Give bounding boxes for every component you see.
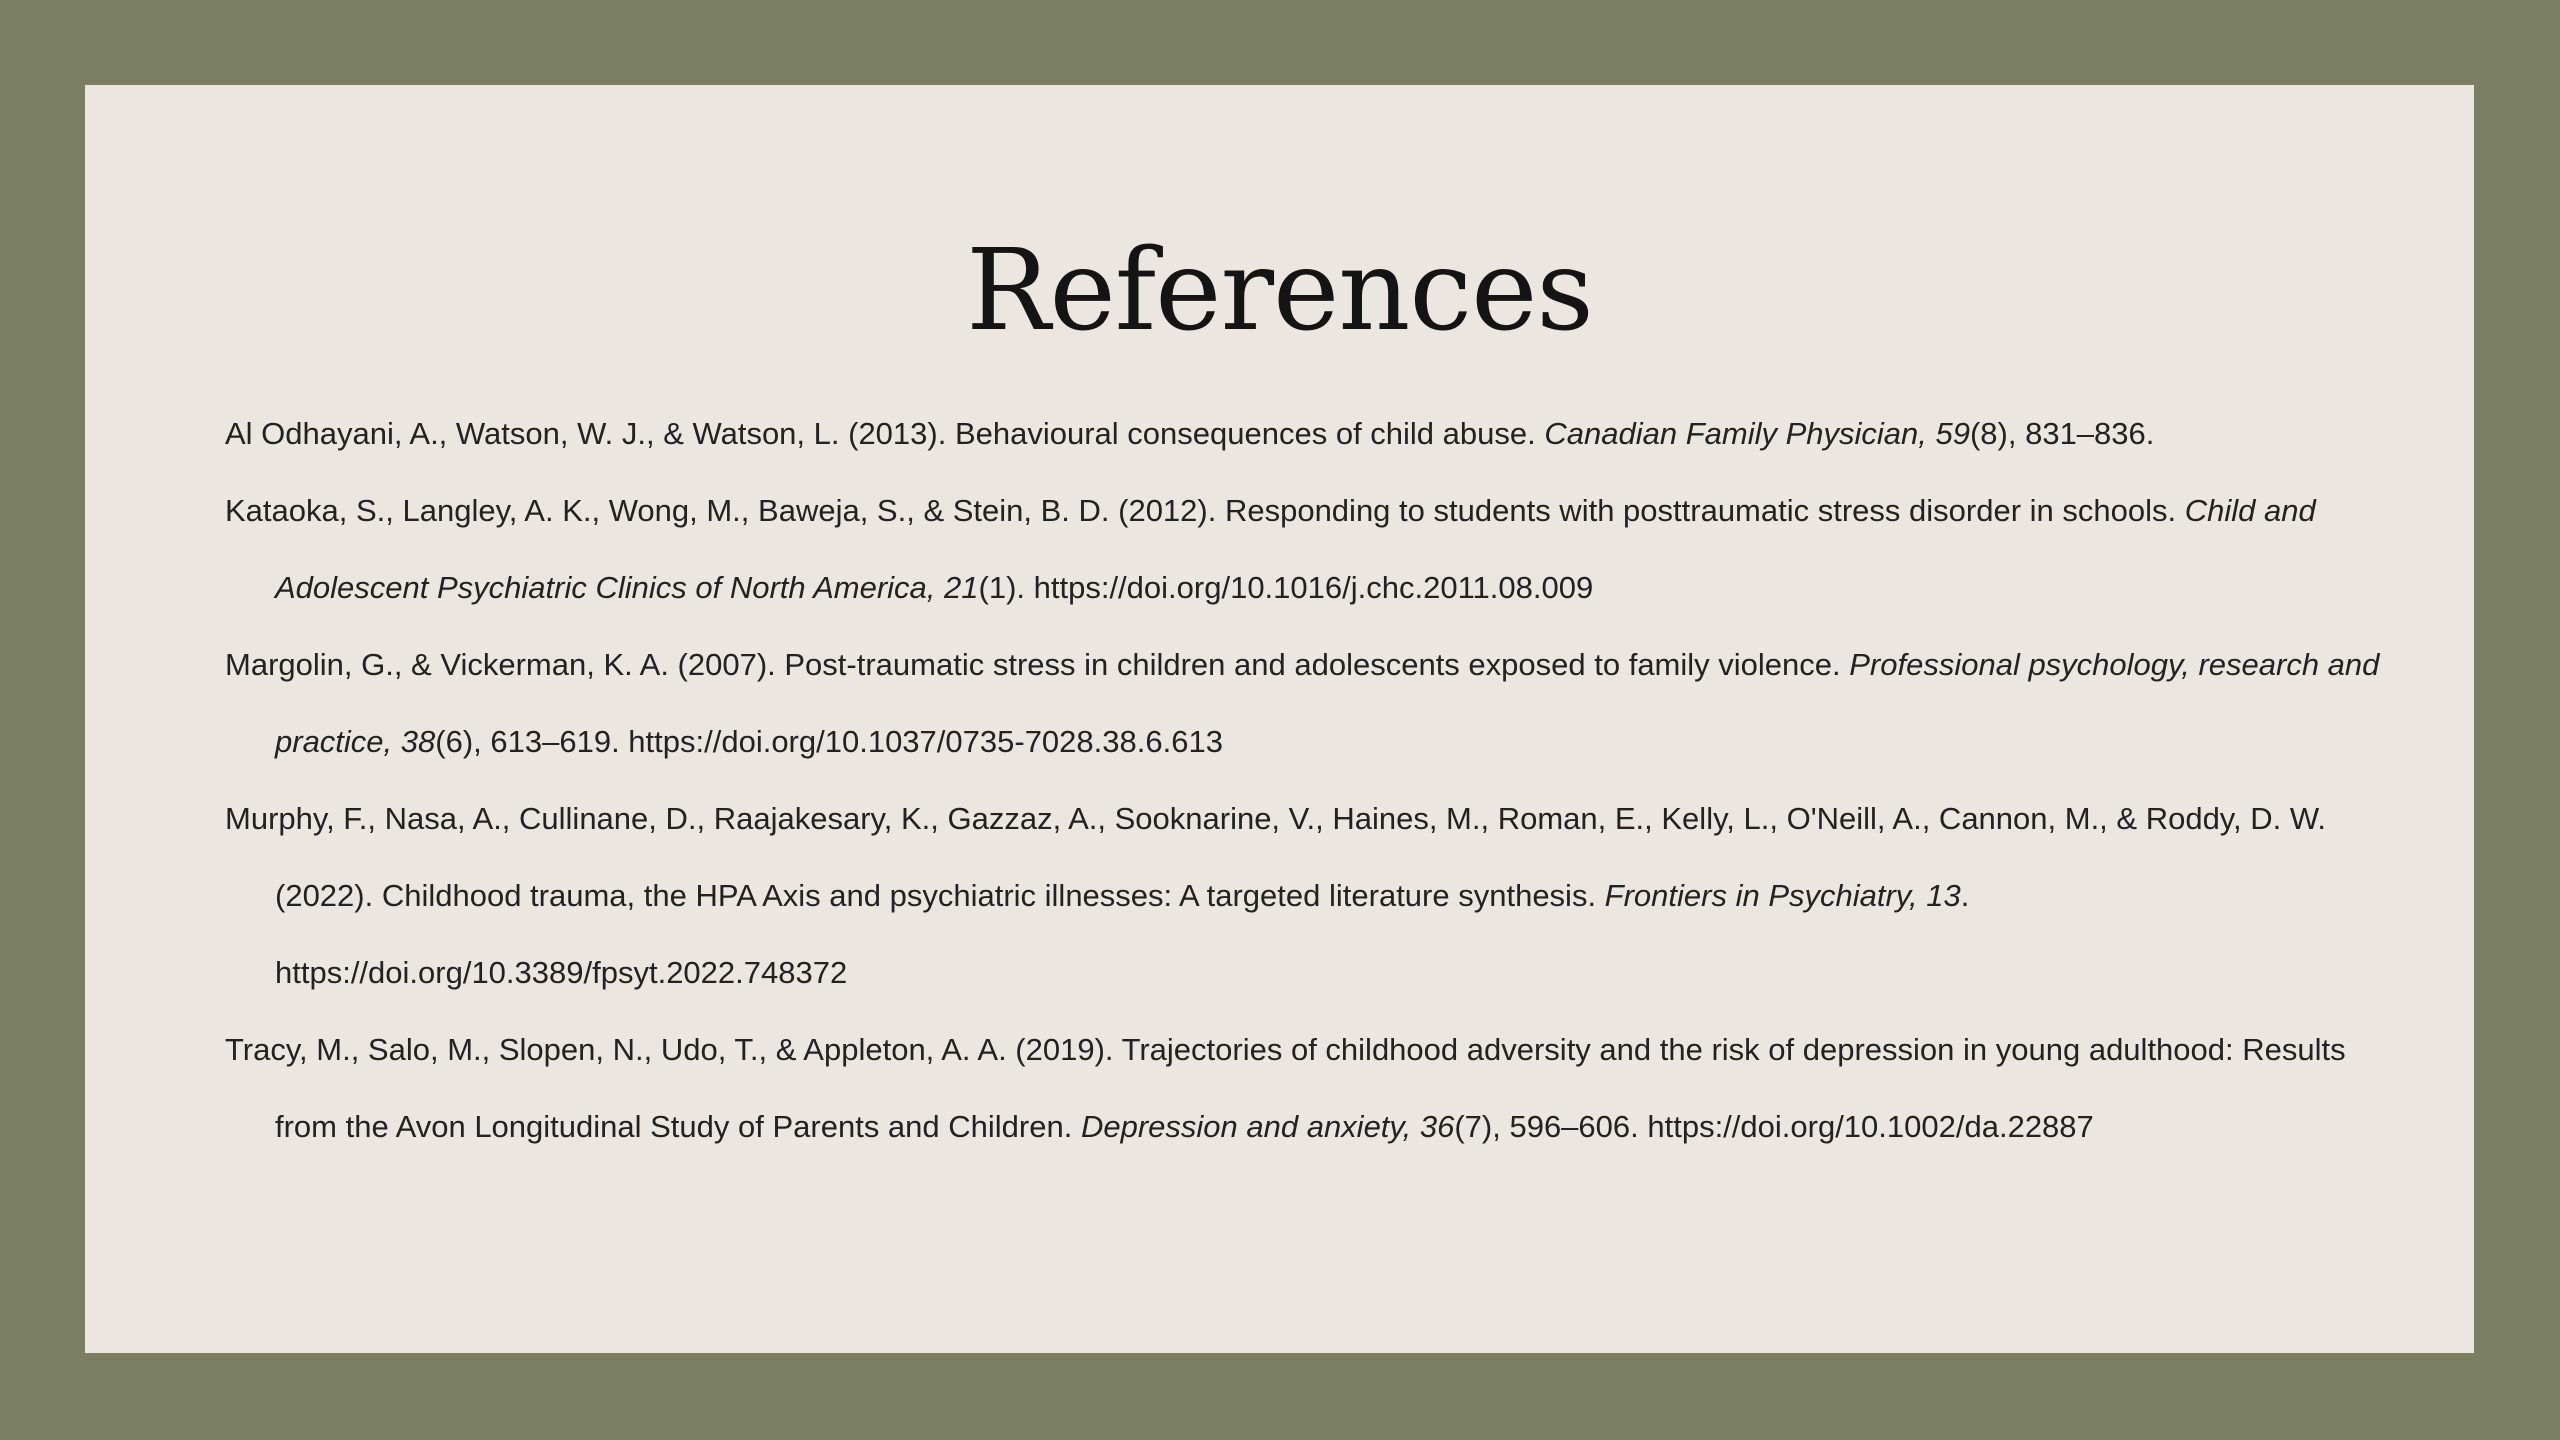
slide-title: References bbox=[966, 226, 1593, 356]
reference-details: (7), 596–606. https://doi.org/10.1002/da.22887 bbox=[1454, 1109, 2094, 1144]
slide-card bbox=[85, 85, 2474, 1353]
reference-authors-title: Al Odhayani, A., Watson, W. J., & Watson, L. (2013). Behavioural consequences of child abuse. bbox=[225, 416, 1545, 451]
reference-authors-title: Murphy, F., Nasa, A., Cullinane, D., Raajakesary, K., Gazzaz, A., Sooknarine, V., Haines, M., Roman, E., Kelly, L., O'Neill, A., Cannon, M., & Roddy, D. W. (2022). Childhood trauma, the HPA Axis and psychiatric illnesses: A targeted literature synthesis. bbox=[225, 801, 2327, 913]
reference-journal: Frontiers in Psychiatry, 13 bbox=[1604, 878, 1961, 913]
reference-authors-title: Margolin, G., & Vickerman, K. A. (2007). Post-traumatic stress in children and adolescents exposed to family violence. bbox=[225, 647, 1850, 682]
reference-entry bbox=[225, 472, 2405, 626]
reference-entry bbox=[225, 1011, 2405, 1165]
reference-list bbox=[225, 395, 2405, 1165]
reference-details: (1). https://doi.org/10.1016/j.chc.2011.08.009 bbox=[978, 570, 1594, 605]
reference-entry bbox=[225, 626, 2405, 780]
reference-journal: Professional psychology, research and practice, 38 bbox=[275, 647, 2380, 759]
reference-journal: Child and Adolescent Psychiatric Clinics of North America, 21 bbox=[275, 493, 2316, 605]
reference-details: (6), 613–619. https://doi.org/10.1037/0735-7028.38.6.613 bbox=[435, 724, 1223, 759]
reference-authors-title: Kataoka, S., Langley, A. K., Wong, M., Baweja, S., & Stein, B. D. (2012). Responding to students with posttraumatic stress disorder in schools. bbox=[225, 493, 2185, 528]
reference-details: . https://doi.org/10.3389/fpsyt.2022.748372 bbox=[275, 878, 1970, 990]
reference-journal: Depression and anxiety, 36 bbox=[1080, 1109, 1455, 1144]
reference-entry bbox=[225, 780, 2405, 1011]
reference-journal: Canadian Family Physician, 59 bbox=[1544, 416, 1970, 451]
reference-entry bbox=[225, 395, 2405, 472]
reference-authors-title: Tracy, M., Salo, M., Slopen, N., Udo, T., & Appleton, A. A. (2019). Trajectories of childhood adversity and the risk of depression in young adulthood: Results from the Avon Longitudinal Study of Parents and Children. bbox=[225, 1032, 2346, 1144]
reference-details: (8), 831–836. bbox=[1969, 416, 2155, 451]
